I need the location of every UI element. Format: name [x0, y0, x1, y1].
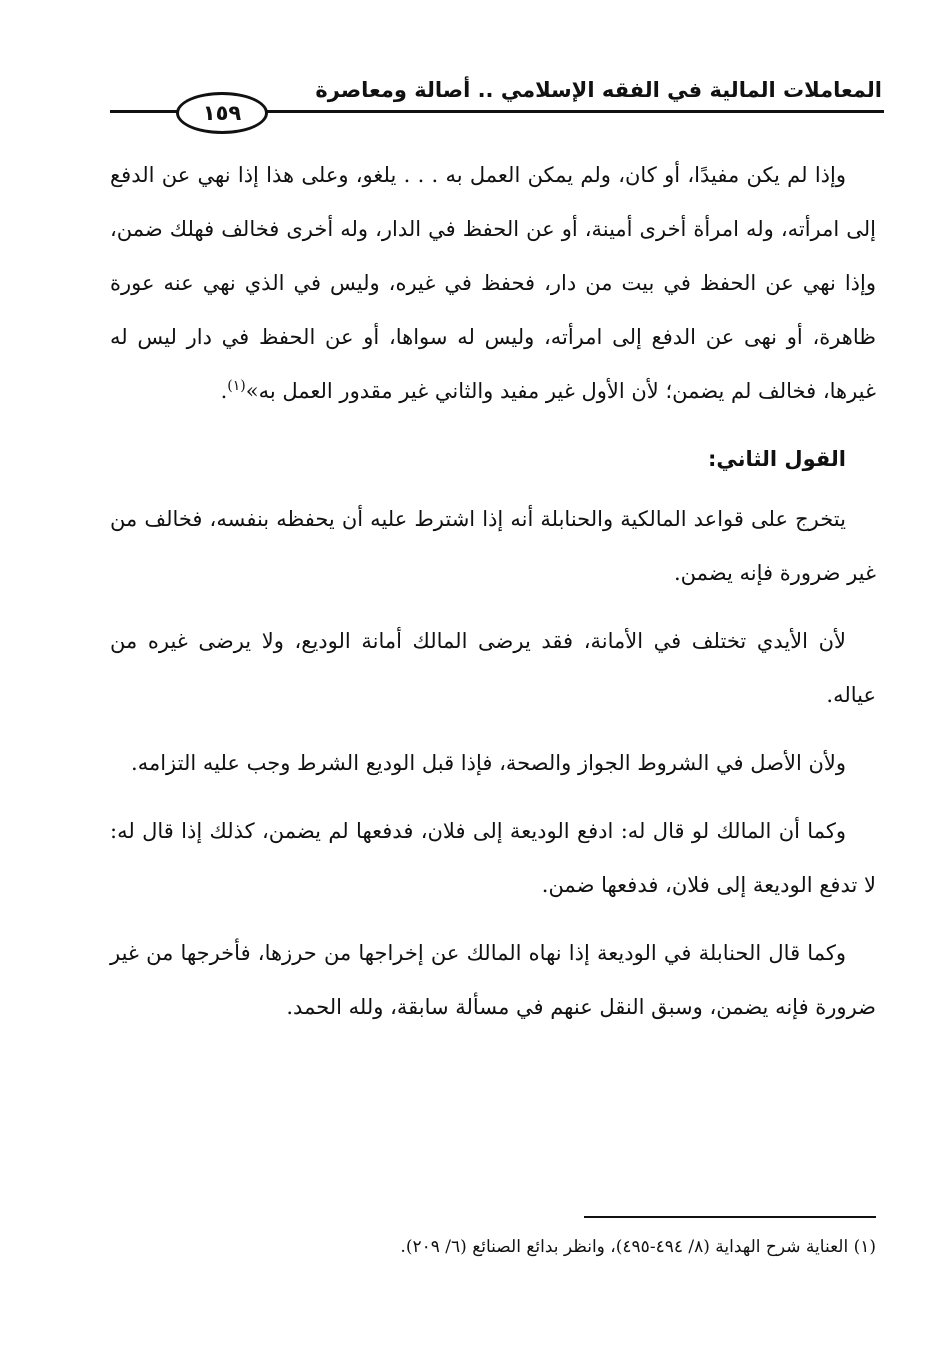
footnote-rule: [584, 1216, 876, 1218]
header-rule: [258, 110, 884, 113]
paragraph-2: يتخرج على قواعد المالكية والحنابلة أنه إذا اشترط عليه أن يحفظه بنفسه، فخالف من غير ضرورة فإنه يضمن.: [110, 507, 876, 585]
paragraph-1-text: وإذا لم يكن مفيدًا، أو كان، ولم يمكن العمل به . . . يلغو، وعلى هذا إذا نهي عن الدفع إلى امرأته، وله امرأة أخرى أمينة، أو عن الحفظ في الدار، وله أخرى فخالف فهلك ضمن، وإذا نهي عن الحفظ في بيت من دار، فحفظ في غيره، وليس في الذي نهي عنه عورة ظاهرة، أو نهى عن الدفع إلى امرأته، وليس له سواها، أو عن الحفظ في دار ليس له غيرها، فخالف لم يضمن؛ لأن الأول غير مفيد والثاني غير مقدور العمل به»: [110, 163, 876, 403]
paragraph-6: وكما قال الحنابلة في الوديعة إذا نهاه المالك عن إخراجها من حرزها، فأخرجها من غير ضرورة فإنه يضمن، وسبق النقل عنهم في مسألة سابقة، ولله الحمد.: [110, 941, 876, 1019]
section-heading: القول الثاني:: [708, 447, 846, 471]
header-rule-left: [110, 110, 184, 113]
main-text: [110, 148, 876, 1048]
paragraph-5: وكما أن المالك لو قال له: ادفع الوديعة إلى فلان، فدفعها لم يضمن، كذلك إذا قال له: لا تدفع الوديعة إلى فلان، فدفعها ضمن.: [110, 819, 876, 897]
paragraph-3: لأن الأيدي تختلف في الأمانة، فقد يرضى المالك أمانة الوديع، ولا يرضى غيره من عياله.: [110, 629, 876, 707]
footnote: (١) العناية شرح الهداية (٨/ ٤٩٤-٤٩٥)، وانظر بدائع الصنائع (٦/ ٢٠٩).: [400, 1237, 876, 1257]
running-title: المعاملات المالية في الفقه الإسلامي .. أصالة ومعاصرة: [315, 78, 882, 102]
paragraph-1-end: .: [220, 379, 228, 403]
page-number: ١٥٩: [176, 92, 268, 134]
paragraph-1: [110, 148, 876, 418]
footnote-ref: (١): [227, 378, 246, 394]
paragraph-4: ولأن الأصل في الشروط الجواز والصحة، فإذا قبل الوديع الشرط وجب عليه التزامه.: [131, 751, 846, 775]
